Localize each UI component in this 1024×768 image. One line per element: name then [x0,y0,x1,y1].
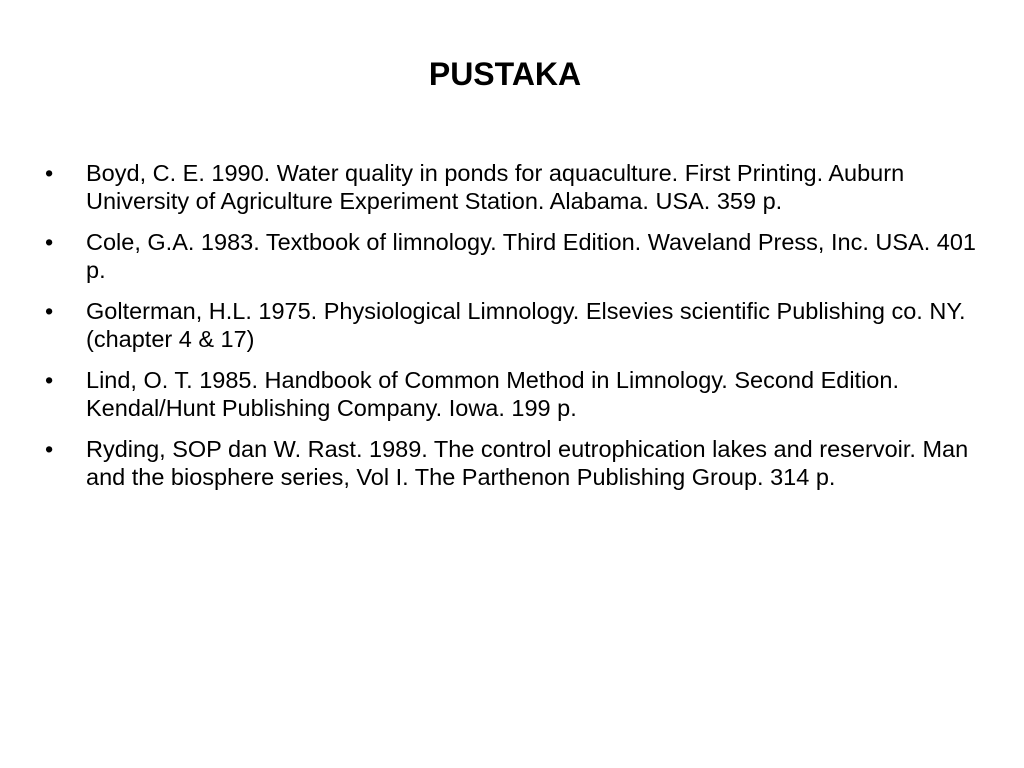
bullet-icon: • [45,160,54,186]
reference-item [45,436,985,491]
bullet-icon: • [45,367,54,393]
bullet-icon: • [45,436,54,462]
reference-text: Lind, O. T. 1985. Handbook of Common Method in Limnology. Second Edition. Kendal/Hunt Publishing Company. Iowa. 199 p. [86,367,899,421]
bullet-icon: • [45,298,54,324]
reference-item [45,298,985,353]
reference-text: Ryding, SOP dan W. Rast. 1989. The control eutrophication lakes and reservoir. Man and the biosphere series, Vol I. The Parthenon Publishing Group. 314 p. [86,436,969,490]
reference-item [45,229,985,284]
slide-title: PUSTAKA [428,56,582,92]
reference-text: Boyd, C. E. 1990. Water quality in ponds for aquaculture. First Printing. Auburn University of Agriculture Experiment Station. Alabama. USA. 359 p. [86,160,905,214]
reference-text: Cole, G.A. 1983. Textbook of limnology. Third Edition. Waveland Press, Inc. USA. 401 p. [86,229,976,283]
reference-item [45,160,985,215]
reference-item [45,367,985,422]
bullet-icon: • [45,229,54,255]
reference-list [45,160,985,505]
reference-text: Golterman, H.L. 1975. Physiological Limnology. Elsevies scientific Publishing co. NY. (chapter 4 & 17) [86,298,966,352]
